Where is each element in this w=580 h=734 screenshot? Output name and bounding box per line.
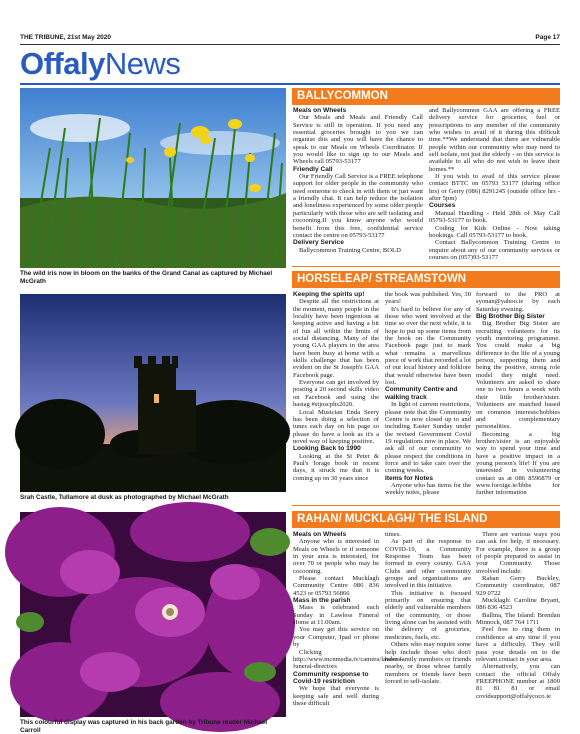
ballycommon-column-2 bbox=[429, 107, 560, 263]
ballycommon-column-1 bbox=[293, 107, 423, 263]
paragraph: Others who may require some help include those who don't have family members or friends nearby, or those whose family members or friends have been forced to self-isolate. bbox=[385, 641, 471, 685]
paragraph: Manual Handling - Held 28th of May Call 05793-53177 to book. bbox=[429, 209, 560, 225]
subheading: Looking Back to 1990 bbox=[293, 445, 361, 453]
subheading: Meals on Wheels bbox=[293, 531, 347, 538]
paragraph: You may get this service on your Computer, Ipad or phone by bbox=[293, 626, 379, 649]
paragraph: Despite all the restrictions at the moment, many people in the locality have been ingenious at keeping active and having a bit of fun all within the limits of social distancing. Many of the young GAA players in the area have been busy at home with a skills challenge that has been evident on the St Joseph's GAA Facebook page. bbox=[293, 298, 379, 379]
subheading: Keeping the spirits up! bbox=[293, 291, 365, 298]
paragraph: Feel free to ring them in confidence at any time if you have a difficulty. They will pass your details on to the relevant contact in your area. bbox=[476, 626, 560, 663]
paragraph: Local Musician Enda Seery has been doing a selection of tunes each day on his page so please do have a look as it's a novel way of keeping positive. bbox=[293, 408, 379, 445]
paragraph: Big Brother Big Sister are recruiting volunteers for its youth mentoring programme. You could make a big difference to the life of a young person, supporting them and being the positive, strong role model they might need. Volunteers are asked to share one to two hours a week with their little brother/sister. Volunteers are matched based on common interests/hobbies and complementary personalities. bbox=[476, 320, 560, 431]
paragraph: Anyone who is interested in Meals on Wheels or if someone in your area is interested, for over 70 or people who may be cocooning. bbox=[293, 538, 379, 575]
rahan-column-3 bbox=[476, 531, 560, 721]
section-rule bbox=[292, 505, 560, 506]
paragraph: Alternatively, you can contact the official Offaly FREEPHONE number at 1800 81 81 81 or email covidsupport@offalycoco.ie bbox=[476, 663, 560, 700]
flowers-photo bbox=[20, 512, 286, 717]
paragraph: We hope that everyone is keeping safe and well during these difficult bbox=[293, 685, 379, 707]
paragraph: If you wish to avail of this service please contact BTTC on 05793 53177 (during office hrs) or Gerry (086) 8291245 (outside office hrs - after 5pm) bbox=[429, 173, 560, 203]
subheading: Community response to Covid-19 restriction bbox=[293, 670, 369, 685]
paragraph: Our Friendly Call Service is a FREE telephone support for older people in the community who need someone to check in with them or just want a friendly chat. It can help reduce the isolation and loneliness experienced by some older people particularly with those who are self isolating and cocooning.If you know anyone who would benefit from this free, confidential service contact the centre on 05793-53177 bbox=[293, 173, 423, 239]
section-banner-ballycommon: BALLYCOMMON bbox=[292, 88, 560, 105]
subheading: Meals on Wheels bbox=[293, 107, 347, 114]
section-rule bbox=[292, 266, 560, 267]
paragraph: Ballina, The Island: Brendan Minnock, 087 764 1711 bbox=[476, 611, 560, 627]
masthead-news: News bbox=[104, 46, 181, 81]
subheading: Friendly Call bbox=[293, 165, 333, 173]
paragraph: Anyone who has items for the weekly notes, please bbox=[385, 481, 471, 497]
paragraph: the book was published. Yes, 30 years! bbox=[385, 291, 471, 306]
paragraph: It's hard to believe for any of those who went involved at the time so over the next while, it is hope to put up some items from the book on the Community Facebook page just to mark what remains a marvellous piece of work that recorded a lot of our local history and folklore that would otherwise have been lost. bbox=[385, 305, 471, 387]
subheading: Mass in the parish bbox=[293, 597, 351, 605]
paragraph: Becoming a big brother/sister is an enjoyable way to spend your time and have a positive impact in a young person's life! If you are interested in volunteering contact us at 086 8596879 or www.foroige.ie/bbbs for further information bbox=[476, 430, 560, 497]
iris-photo bbox=[20, 88, 286, 268]
paragraph: and Ballycommon GAA are offering a FREE delivery service for groceries, fuel or prescriptions to any member of the community who wishes to avail of it during this difficult time.**We understand that there are vulnerable people within our community who may need to self isolate, not just the elderly - so this service is available to all who do not wish to leave their homes.** bbox=[429, 107, 560, 173]
paragraph: http://www.mcnmedia.tv/camera/lawless-funeral-directors bbox=[293, 655, 403, 671]
header-rule bbox=[20, 44, 560, 45]
paragraph: Mucklagh: Caroline Bryant, 086 836 4523 bbox=[476, 597, 560, 612]
paragraph: Please contact Mucklagh Community Centre 086 836 4523 or 05793 56866 bbox=[293, 575, 379, 597]
castle-caption: Srah Castle, Tullamore at dusk as photographed by Michael McGrath bbox=[20, 494, 229, 501]
paragraph: This initiative is focused primarily on ensuring that elderly and vulnerable members of the community, or those living alone can be assisted with the delivery of groceries, medicines, fuels, etc. bbox=[385, 589, 471, 641]
flowers-caption: This colourful display was captured in his back garden by Tribune reader Michael Carroll bbox=[20, 719, 268, 734]
paragraph: In light of current restrictions, please note that the Community Centre is now closed up to and including Easter Sunday under the revised Government Covid 19 regulations now in place. We ask all of our community to please respect the conditions in force and to take care over the coming weeks. bbox=[385, 401, 471, 475]
subheading: Delivery Service bbox=[293, 239, 344, 247]
subheading: Community Centre and walking track bbox=[385, 386, 458, 401]
subheading: Courses bbox=[429, 202, 456, 210]
horseleap-column-3 bbox=[476, 291, 560, 503]
horseleap-column-1 bbox=[293, 291, 379, 503]
header-line bbox=[20, 34, 560, 44]
subheading: Big Brother Big Sister bbox=[476, 313, 545, 321]
paragraph: There are various ways you can ask for help, if necessary. For example, there is a group of people prepared to assist in your Community. Those involved include: bbox=[476, 531, 560, 575]
section-banner-rahan: RAHAN/ MUCKLAGH/ THE ISLAND bbox=[292, 511, 560, 528]
paragraph: Coding for Kids Online - Now taking bookings. Call 05793-53177 to book. bbox=[429, 224, 560, 239]
paragraph: As part of the response to COVID-19, a Community Response Team has been formed in every county. GAA Clubs and other community groups and organizations are involved in this initiative. bbox=[385, 538, 471, 590]
paragraph: Ballycommon Training Centre, BOLD bbox=[299, 246, 401, 254]
paragraph: Everyone can get involved by posting a 20 second skills video on Facebook and using the hastag #stjoscphs2020. bbox=[293, 379, 379, 409]
paragraph: Mass is celebrated each Sunday in Lawless Funeral Home at 11.00am. bbox=[293, 604, 379, 627]
page-number: Page 17 bbox=[535, 34, 560, 41]
castle-photo bbox=[20, 294, 286, 492]
paragraph: times. bbox=[385, 531, 401, 538]
masthead-offaly: Offaly bbox=[20, 46, 105, 81]
iris-caption: The wild iris now in bloom on the banks of the Grand Canal as captured by Michael McGrath bbox=[20, 270, 273, 285]
horseleap-column-2 bbox=[385, 291, 471, 503]
paragraph: Looking at the St Peter & Paul's forage book in recent days, it struck me that it is coming up on 30 years since bbox=[293, 452, 379, 482]
masthead bbox=[20, 46, 180, 82]
rahan-column-2 bbox=[385, 531, 471, 721]
masthead-rule bbox=[20, 83, 560, 85]
section-banner-horseleap: HORSELEAP/ STREAMSTOWN bbox=[292, 271, 560, 288]
date-line: THE TRIBUNE, 21st May 2020 bbox=[20, 34, 112, 41]
paragraph: Clicking bbox=[299, 648, 322, 656]
paragraph: forward to the PRO at syonan@yahoo.ie by each Saturday evening. bbox=[476, 291, 560, 313]
paragraph: Contact Ballycommon Training Centre to enquire about any of our community services or courses on (057)93-53177 bbox=[429, 239, 560, 261]
paragraph: Rahan Gerry Buckley, Community coordinator, 087 929 0722 bbox=[476, 575, 560, 597]
subheading: Items for Notes bbox=[385, 474, 433, 482]
paragraph: Our Meals and Meals and Friendly Call Service is still in operation. If you need any essential groceries brought to you we can organise this and you will have the chance to speak to our Meals on Wheels Coordinator. If you would like to sign up to our Meals and Wheels call 05793-53177 bbox=[293, 114, 423, 166]
